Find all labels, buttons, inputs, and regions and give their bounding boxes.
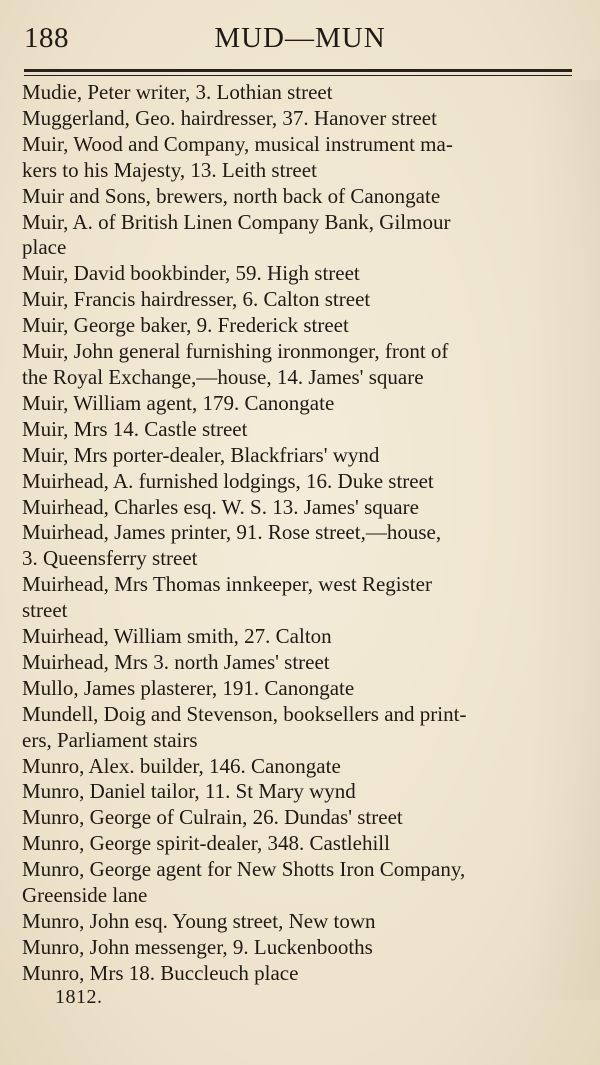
directory-entry: [22, 495, 574, 521]
entry-continuation-line: 3. Queensferry street: [22, 546, 198, 571]
page-number: 188: [24, 22, 69, 54]
entry-line: Munro, John messenger, 9. Luckenbooths: [22, 934, 373, 959]
entry-line: Muirhead, Charles esq. W. S. 13. James' square: [22, 494, 419, 519]
directory-entry: [22, 779, 574, 805]
entry-continuation-line: the Royal Exchange,—house, 14. James' square: [22, 364, 424, 389]
entry-line: Muir, Mrs 14. Castle street: [22, 416, 248, 441]
directory-entry: [22, 935, 574, 961]
entry-line: Muir, Wood and Company, musical instrument ma-: [22, 131, 453, 156]
entry-continuation-line: kers to his Majesty, 13. Leith street: [22, 157, 317, 182]
directory-entry: [22, 132, 574, 184]
entry-line: Munro, Daniel tailor, 11. St Mary wynd: [22, 779, 356, 804]
entry-line: Munro, George of Culrain, 26. Dundas' street: [22, 805, 403, 830]
entry-line: Muirhead, James printer, 91. Rose street,—house,: [22, 520, 442, 545]
directory-entry: [22, 443, 574, 469]
entry-line: Muirhead, A. furnished lodgings, 16. Duke street: [22, 468, 434, 493]
entry-line: Muirhead, Mrs 3. north James' street: [22, 649, 330, 674]
directory-entry: [22, 857, 574, 909]
directory-entry: [22, 313, 574, 339]
directory-entry: [22, 909, 574, 935]
entry-line: Muir, David bookbinder, 59. High street: [22, 261, 360, 286]
entry-line: Munro, Alex. builder, 146. Canongate: [22, 753, 341, 778]
entry-line: Muggerland, Geo. hairdresser, 37. Hanover street: [22, 105, 437, 130]
entry-line: Muir, A. of British Linen Company Bank, Gilmour: [22, 209, 451, 234]
entry-line: Muir, John general furnishing ironmonger, front of: [22, 339, 449, 364]
page-header: [0, 22, 600, 56]
entry-line: Mundell, Doig and Stevenson, booksellers and print-: [22, 701, 467, 726]
entry-continuation-line: Greenside lane: [22, 883, 148, 908]
directory-entry: [22, 754, 574, 780]
entry-continuation-line: street: [22, 598, 68, 623]
signature-mark: 1812.: [55, 986, 103, 1008]
header-rule-thick: [24, 69, 572, 72]
entry-line: Muir, Mrs porter-dealer, Blackfriars' wynd: [22, 442, 380, 467]
directory-entry: [22, 106, 574, 132]
directory-entry: [22, 261, 574, 287]
directory-entry: [22, 676, 574, 702]
directory-entry: [22, 624, 574, 650]
entry-line: Munro, George spirit-dealer, 348. Castlehill: [22, 831, 390, 856]
directory-entry: [22, 210, 574, 262]
running-head: MUD—MUN: [214, 22, 386, 54]
directory-entries: [22, 80, 574, 987]
directory-entry: [22, 469, 574, 495]
entry-line: Muir and Sons, brewers, north back of Canongate: [22, 183, 441, 208]
directory-entry: [22, 80, 574, 106]
entry-line: Muir, George baker, 9. Frederick street: [22, 313, 349, 338]
directory-entry: [22, 287, 574, 313]
directory-entry: [22, 184, 574, 210]
entry-line: Mudie, Peter writer, 3. Lothian street: [22, 80, 333, 104]
entry-line: Muir, William agent, 179. Canongate: [22, 390, 335, 415]
directory-entry: [22, 805, 574, 831]
entry-line: Muirhead, William smith, 27. Calton: [22, 624, 332, 649]
entry-line: Muir, Francis hairdresser, 6. Calton street: [22, 287, 371, 312]
entry-line: Muirhead, Mrs Thomas innkeeper, west Register: [22, 572, 432, 597]
entry-continuation-line: ers, Parliament stairs: [22, 727, 198, 752]
directory-entry: [22, 702, 574, 754]
entry-continuation-line: place: [22, 235, 67, 260]
directory-entry: [22, 961, 574, 987]
directory-entry: [22, 650, 574, 676]
directory-entry: [22, 520, 574, 572]
directory-entry: [22, 572, 574, 624]
directory-entry: [22, 831, 574, 857]
entry-line: Munro, John esq. Young street, New town: [22, 909, 376, 933]
directory-entry: [22, 391, 574, 417]
header-rule-thin: [24, 75, 572, 76]
entry-line: Mullo, James plasterer, 191. Canongate: [22, 675, 355, 700]
entry-line: Munro, Mrs 18. Buccleuch place: [22, 960, 299, 985]
directory-entry: [22, 417, 574, 443]
directory-entry: [22, 339, 574, 391]
entry-line: Munro, George agent for New Shotts Iron Company,: [22, 857, 466, 882]
